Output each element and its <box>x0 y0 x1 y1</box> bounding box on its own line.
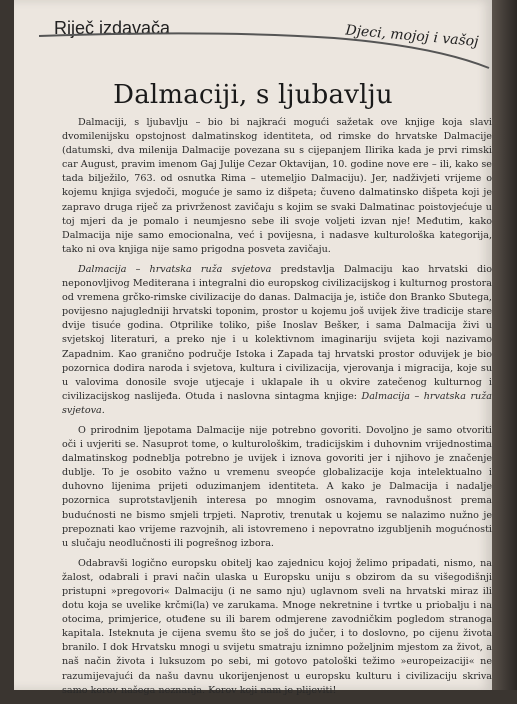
paragraph-text: Dalmaciji, s ljubavlju – bio bi najkraći mogući sažetak ove knjige koja slavi dvomilenijsku opstojnost dalmatinskog identiteta, od rimske do hrvatske Dalmacije (datumski, dva milenija Dalmacije povezana su s cijepanjem Ilirika kada je prvi rimski car August, pravim imenom Gaj Julije Cezar Oktavijan, 10. godine nove ere – ili, kako se tada bilježilo, 763. od osnutka Rima – utemeljio Dalmaciju). Jer, nadživjeti vrijeme o kojemu knjiga svjedoči, moguće je samo iz dišpeta; čuveno dalmatinsko dišpeta koji je zapravo druga riječ za privrženost zavičaju s kojim se svaki Dalmatinac poistovjećuje u toj mjeri da je pomalo i neumjesno sebe ili svoje voljeti izvan nje! Međutim, kako Dalmacija nije samo emocionalna, već i povijesna, i nadasve kulturološka kategorija, tako ni ova knjiga nije samo prigodna posveta zavičaju. <box>62 117 492 255</box>
book-page <box>14 0 492 696</box>
chapter-header: Djeci, mojoj i vašoj <box>344 22 479 50</box>
paragraph-text: predstavlja Dalmaciju kao hrvatski dio neponovljivog Mediterana i integralni dio europskog civilizacijskog i kulturnog prostora od vremena grčko-rimske civilizacije do danas. Dalmacija je, ističe don Branko Sbutega, povijesno najugledniji hrvatski toponim, prostor u kojemu još uvijek žive tradicije stare dvije tisuće godina. Otprilike toliko, piše Inoslav Bešker, i sama Dalmacija živi u svjetskoj literaturi, a preko nje i u kolektivnom imaginariju svijeta koji nazivamo Zapadnim. Kao granično područje Istoka i Zapada taj hrvatski prostor oduvijek je bio pozornica dodira naroda i svjetova, kultura i civilizacija, vjerovanja i migracija, koje su u valovima donosile svoje utjecaje i uklapale ih u okvire zatečenog kulturnog i civilizacijskog naslijeđa. Otuda i naslovna sintagma knjige: <box>62 263 492 402</box>
paragraph-text: . <box>101 404 105 416</box>
page-title: Dalmaciji, s ljubavlju <box>113 80 393 110</box>
paragraph-text: O prirodnim ljepotama Dalmacije nije potrebno govoriti. Dovoljno je samo otvoriti oči i uvjeriti se. Nasuprot tome, o kulturološkim, tradicijskim i duhovnim vrijednostima dalmatinskog podneblja potrebno je uvijek i iznova govoriti jer i njihovo je značenje dublje. To je osobito važno u vremenu sveopće globalizacije koja intelektualno i duhovno lijenima prijeti oduzimanjem identiteta. A kako je Dalmacija i nadalje pozornica suprotstavljenih interesa po mnogim osnovama, ravnodušnost prema budućnosti ne bismo smjeli trpjeti. Naprotiv, trenutak u kojemu se nalazimo nužno je prepoznati kao vrijeme razvojnih, ali istovremeno i nepovratno izgubljenih mogućnosti u slučaju neodlučnosti ili pogrešnog izbora. <box>62 424 492 549</box>
paragraph <box>62 557 492 698</box>
paragraph <box>62 116 492 257</box>
book-title-italic: Dalmacija – hrvatska ruža svjetova <box>62 390 492 416</box>
body-text <box>62 116 492 704</box>
section-header: Riječ izdavača <box>54 18 171 38</box>
paragraph <box>62 424 492 551</box>
paragraph <box>62 263 492 418</box>
book-gutter <box>492 0 517 690</box>
paragraph-text: Odabravši logično europsku obitelj kao zajednicu kojoj želimo pripadati, nismo, na žalost, odabrali i pravi način ulaska u Europsku uniju s obzirom da su višegodišnji pristupni »pregovori« Dalmaciju (i ne samo nju) uglavnom sveli na hrvatski miraz ili dotu koja se uvelike krčmi(la) ve zarukama. Mnoge nekretnine i tvrtke u priobalju i na otocima, primjerice, otuđene su ili barem odmjerene zavodničkim pogledom stranoga kapitala. Isteknuta je cijena svemu što se još do jučer, i to doslovno, po cijenu života branilo. I dok Hrvatsku mnogi u svijetu smatraju iznimno poželjnim mjestom za život, a naš način života i luksuzom po sebi, mi gotovo patološki težimo »europeizaciji« ne razumijevajući da našu davnu ukorijenjenost u europsku kulturu i civilizaciju skriva samo korov našega neznanja. Korov koji nam je plijeviti! <box>62 557 492 696</box>
book-title-italic: Dalmacija – hrvatska ruža svjetova <box>78 263 272 275</box>
